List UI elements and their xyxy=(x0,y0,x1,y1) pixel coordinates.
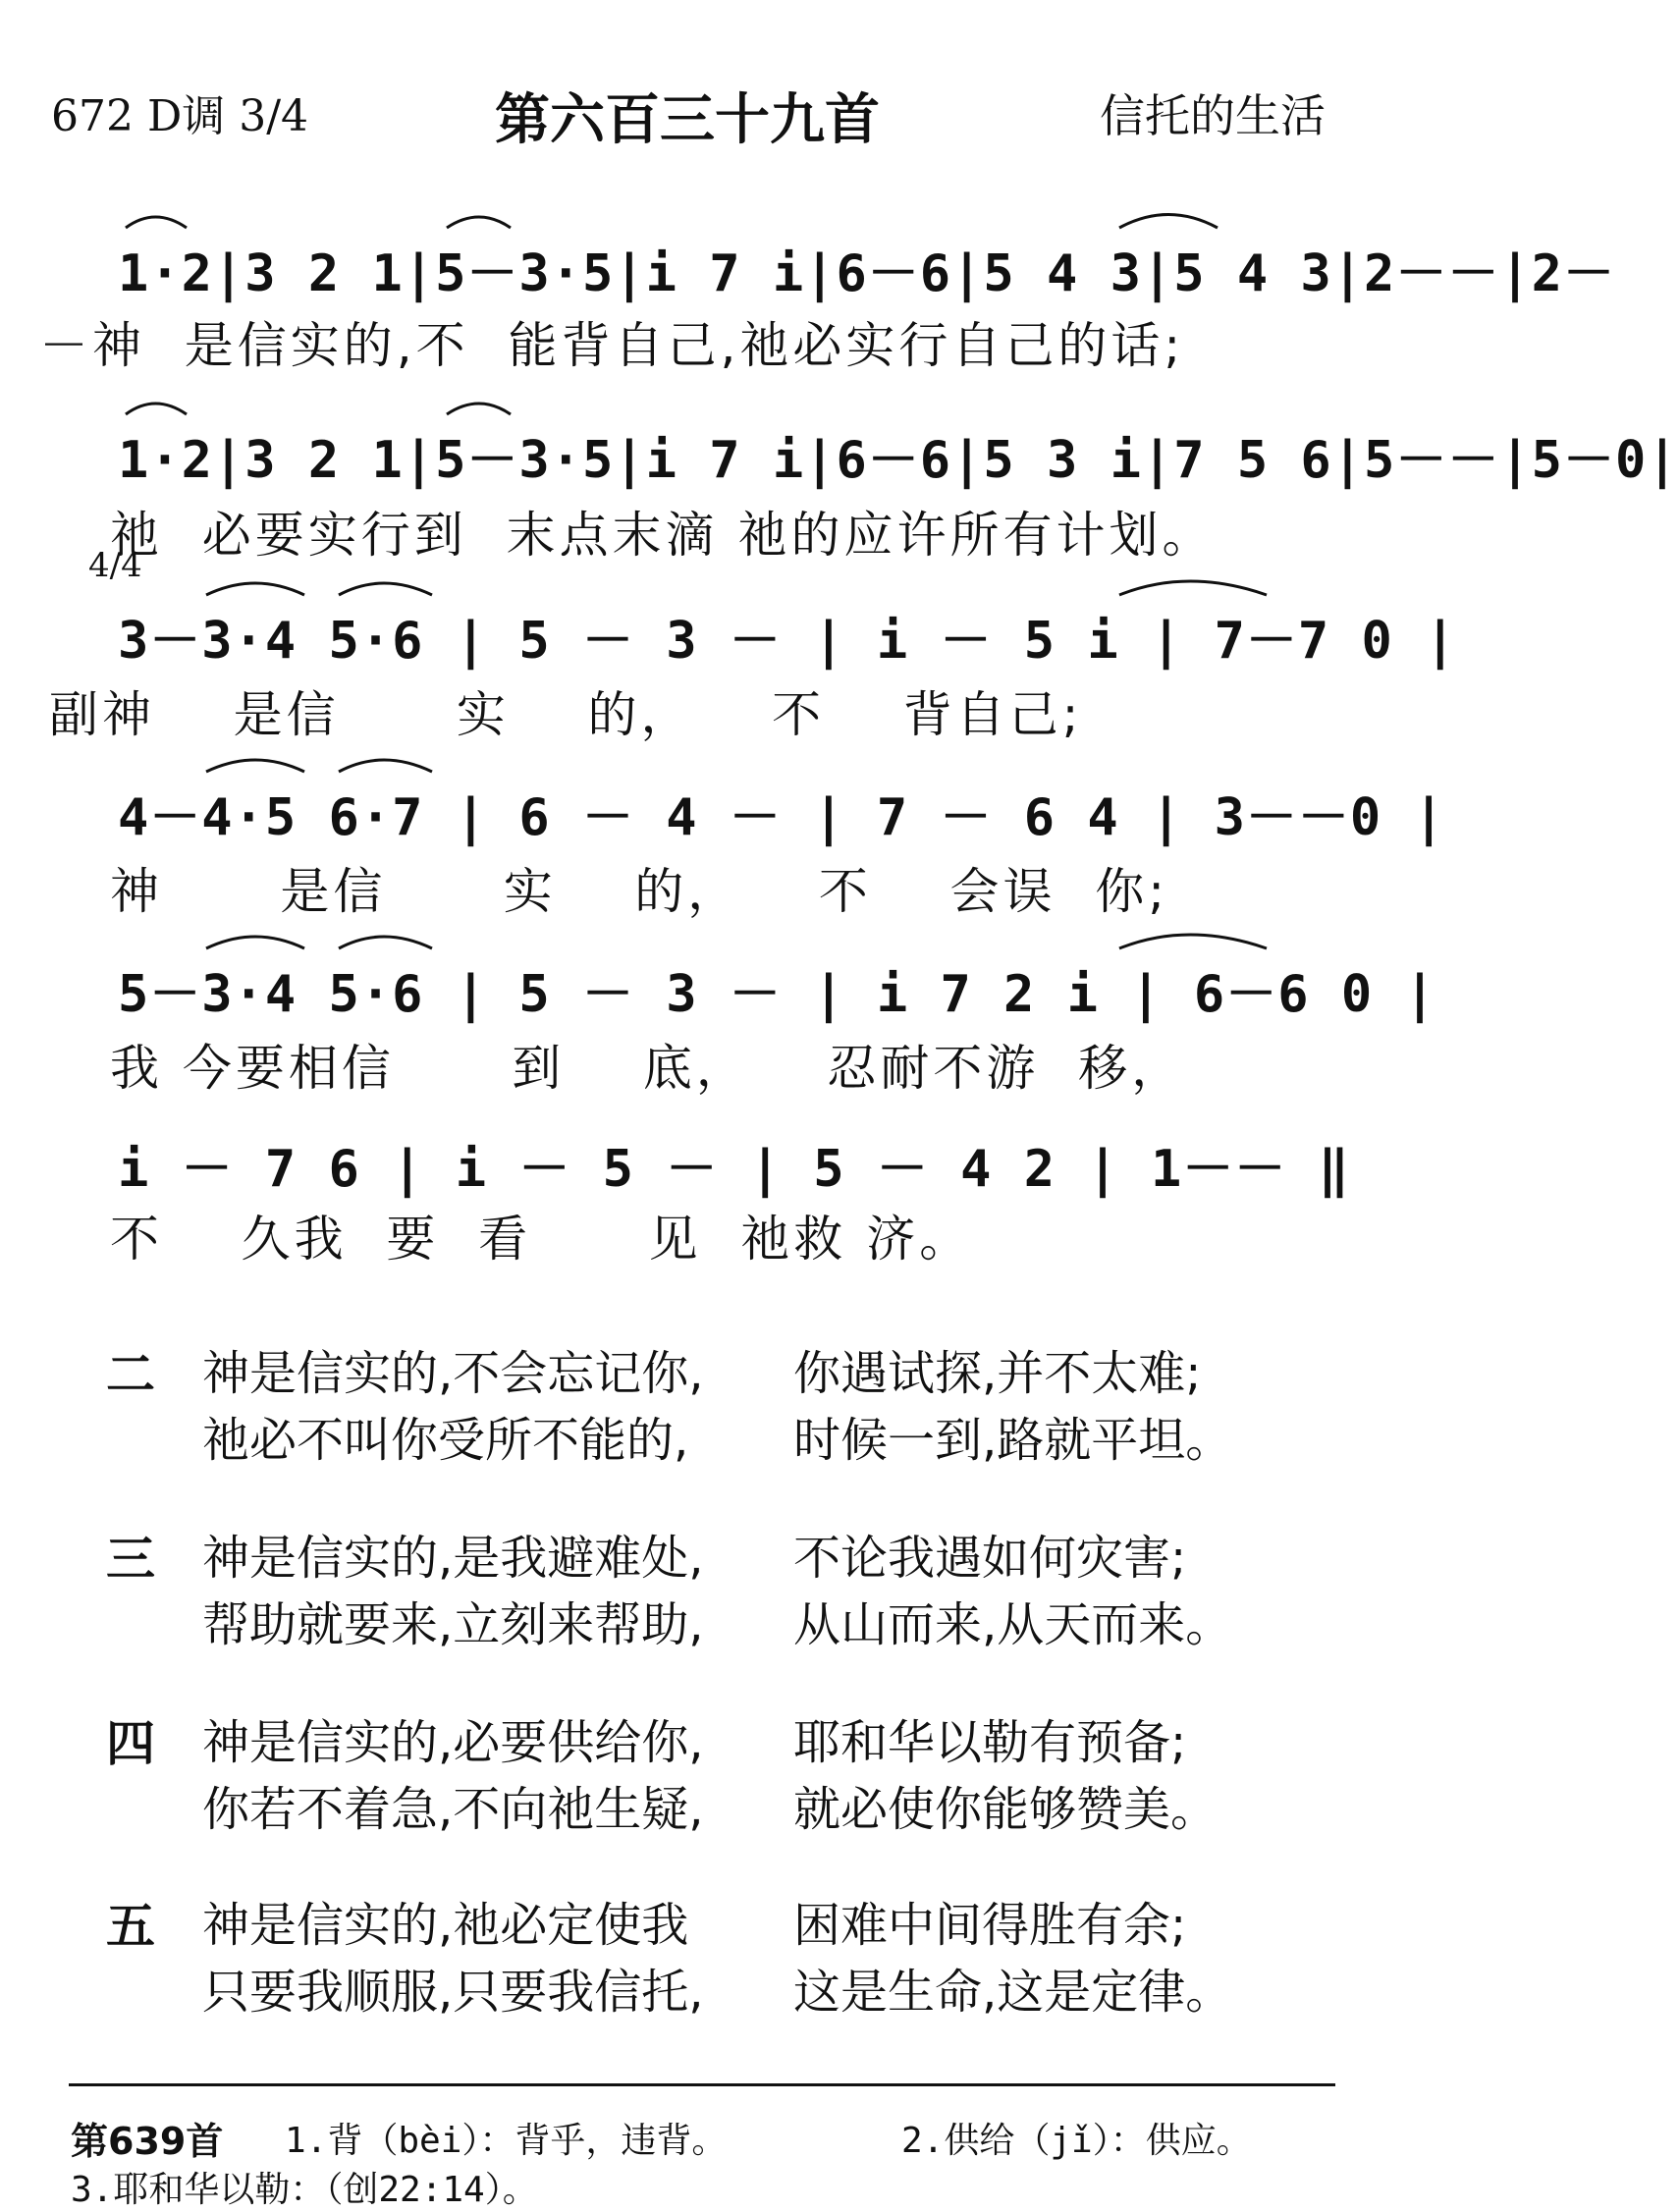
verse-line: 不论我遇如何灾害; xyxy=(793,1531,1187,1586)
notation-line: 1·2|3 2 1|5－3·5|i 7 i|6－6|5 3 i|7 5 6|5－－|5－0| xyxy=(118,431,1679,490)
slur-marks xyxy=(0,0,1375,1296)
notation-line: 1·2|3 2 1|5－3·5|i 7 i|6－6|5 4 3|5 4 3|2－－|2－ xyxy=(118,244,1615,303)
verse-line: 祂必不叫你受所不能的, xyxy=(202,1413,689,1468)
verse-line: 神是信实的,必要供给你, xyxy=(202,1715,704,1770)
slur-arc xyxy=(206,583,304,595)
time-signature: 4/4 xyxy=(88,546,142,585)
hymn-title: 第六百三十九首 xyxy=(495,88,880,152)
hymn-category: 信托的生活 xyxy=(1100,89,1326,142)
verse-line: 神是信实的,祂必定使我 xyxy=(202,1898,689,1953)
slur-arc xyxy=(206,937,304,948)
hymn-number-key-meter: 672 D调 3/4 xyxy=(51,91,309,141)
footnote-label: 第639首 xyxy=(71,2120,224,2163)
footnote-2: 2.供给（jǐ）：供应。 xyxy=(901,2121,1252,2161)
lyric-line: 祂 必要实行到 末点末滴 祂的应许所有计划。 xyxy=(110,507,1216,564)
footnote-3: 3.耶和华以勒：（创22:14）。 xyxy=(71,2170,538,2210)
notation-line: i － 7 6 | i － 5 － | 5 － 4 2 | 1－－ ‖ xyxy=(118,1140,1350,1199)
slur-arc xyxy=(447,217,511,228)
footnote-1: 1.背（bèi）：背乎，违背。 xyxy=(285,2121,728,2161)
verse-line: 只要我顺服,只要我信托, xyxy=(202,1965,704,2020)
verse-line: 你若不着急,不向祂生疑, xyxy=(202,1782,704,1837)
verse-line: 你遇试探,并不太难; xyxy=(793,1346,1202,1401)
verse-line: 神是信实的,是我避难处, xyxy=(202,1531,704,1586)
slur-arc xyxy=(1119,935,1267,948)
slur-arc xyxy=(126,217,187,228)
verse-line: 时候一到,路就平坦。 xyxy=(793,1413,1233,1468)
verse-line: 神是信实的,不会忘记你, xyxy=(202,1346,704,1401)
verse-line: 就必使你能够赞美。 xyxy=(793,1782,1219,1837)
slur-arc xyxy=(126,404,187,414)
lyric-line: 副神 是信 实 的， 不 背自己; xyxy=(49,686,1083,743)
verse-line: 耶和华以勒有预备; xyxy=(793,1715,1187,1770)
slur-arc xyxy=(339,583,432,595)
verse-number: 二 xyxy=(106,1346,155,1403)
slur-arc xyxy=(447,404,511,414)
slur-arc xyxy=(339,760,432,772)
lyric-line: －神 是信实的,不 能背自己,祂必实行自己的话; xyxy=(39,317,1185,374)
notation-line: 5－3·4 5·6 | 5 － 3 － | i 7 2 i | 6－6 0 | xyxy=(118,965,1436,1024)
slur-arc xyxy=(1119,581,1267,595)
verse-line: 这是生命,这是定律。 xyxy=(793,1965,1233,2020)
slur-arc xyxy=(206,760,304,772)
verse-number: 三 xyxy=(106,1531,155,1588)
notation-line: 4－4·5 6·7 | 6 － 4 － | 7 － 6 4 | 3－－0 | xyxy=(118,788,1445,847)
footnote-divider xyxy=(69,2083,1335,2086)
verse-number: 四 xyxy=(106,1715,155,1772)
notation-line: 3－3·4 5·6 | 5 － 3 － | i － 5 i | 7－7 0 | xyxy=(118,612,1457,671)
slur-arc xyxy=(1119,215,1218,229)
verse-number: 五 xyxy=(106,1898,155,1955)
slur-arc xyxy=(339,937,432,948)
verse-line: 从山而来,从天而来。 xyxy=(793,1597,1233,1652)
lyric-line: 不 久我 要 看 见 祂救 济。 xyxy=(110,1211,973,1268)
lyric-line: 我 今要相信 到 底， 忍耐不游 移， xyxy=(110,1040,1185,1097)
verse-line: 困难中间得胜有余; xyxy=(793,1898,1187,1953)
verse-line: 帮助就要来,立刻来帮助, xyxy=(202,1597,704,1652)
lyric-line: 神 是信 实 的， 不 会误 你; xyxy=(110,863,1169,920)
